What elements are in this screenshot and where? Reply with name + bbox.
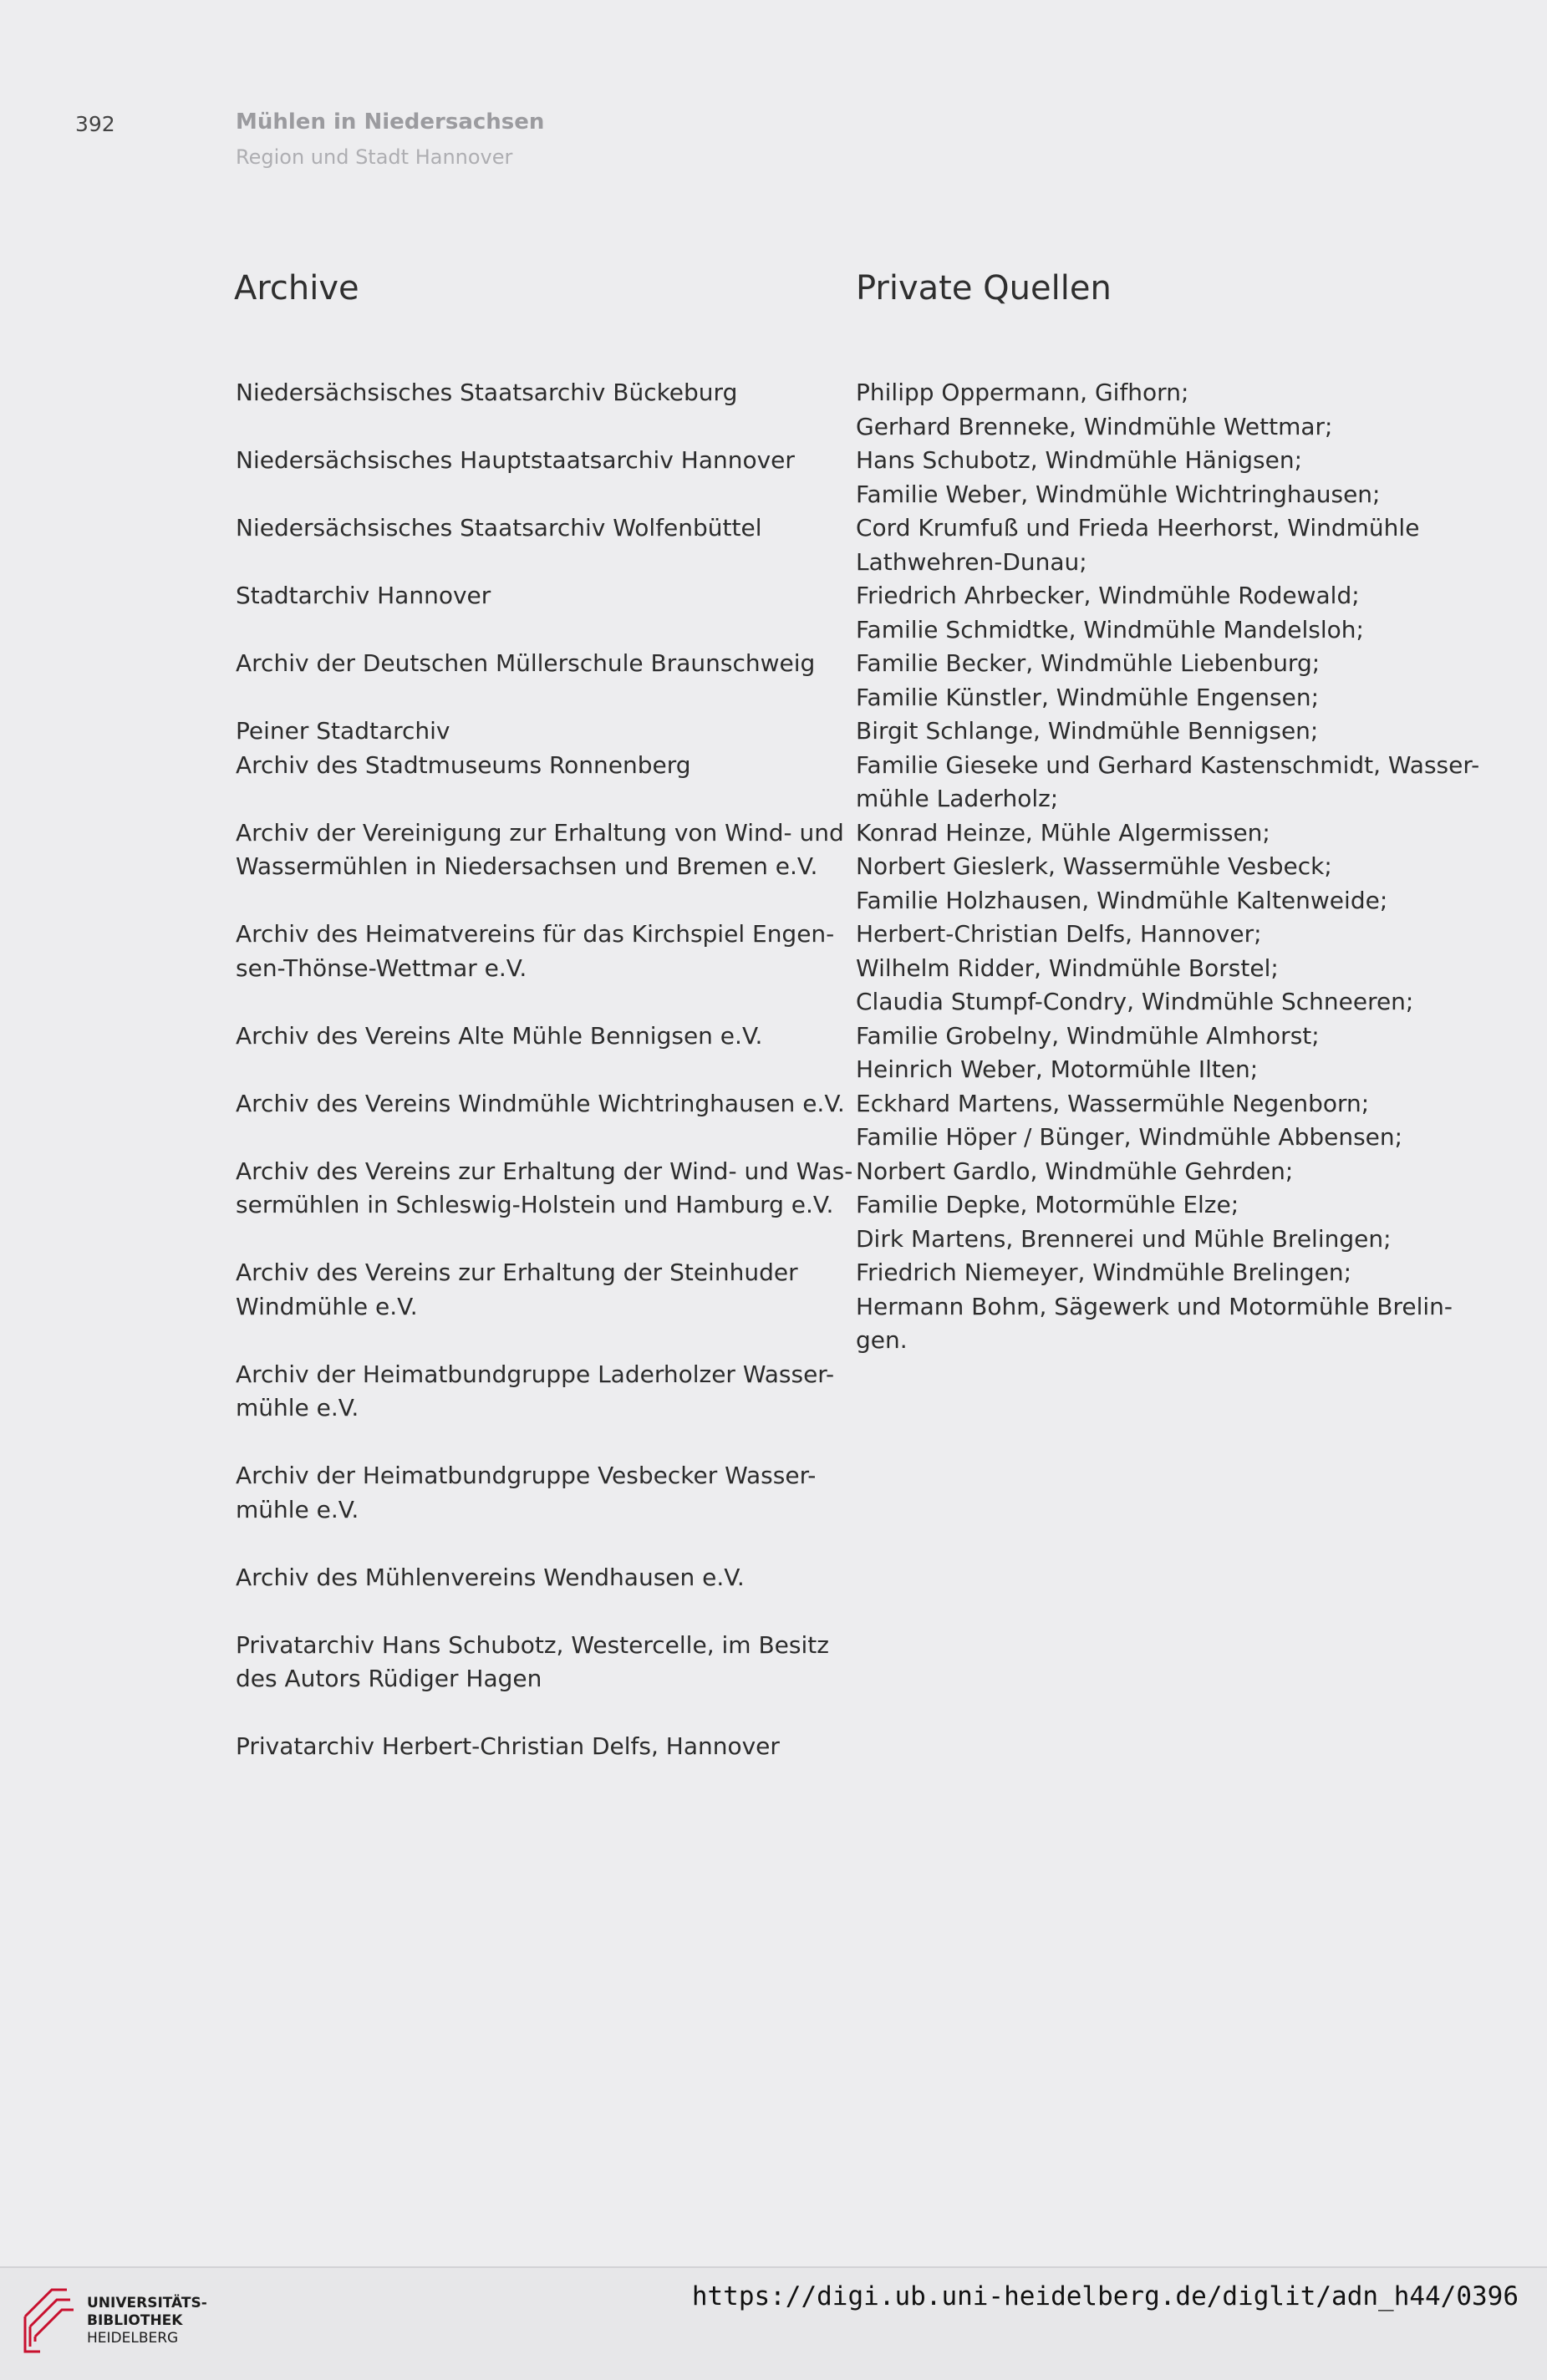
private-source-line: Hermann Bohm, Sägewerk und Motormühle Brelin- xyxy=(856,1292,1453,1320)
running-subtitle: Region und Stadt Hannover xyxy=(236,145,513,169)
archive-entry-line: sermühlen in Schleswig-Holstein und Hamburg e.V. xyxy=(236,1191,834,1218)
archive-entry-line: mühle e.V. xyxy=(236,1495,359,1523)
archive-entry-line: Privatarchiv Hans Schubotz, Westercelle, im Besitz xyxy=(236,1630,829,1659)
private-source-line: Dirk Martens, Brennerei und Mühle Brelingen; xyxy=(856,1224,1392,1253)
archive-entry xyxy=(236,579,837,613)
logo-line-2: BIBLIOTHEK xyxy=(87,2312,183,2329)
private-source-line: Familie Holzhausen, Windmühle Kaltenweide; xyxy=(856,886,1388,914)
private-source-line: Friedrich Niemeyer, Windmühle Brelingen; xyxy=(856,1259,1352,1286)
private-source-line: Norbert Gieslerk, Wassermühle Vesbeck; xyxy=(856,852,1332,880)
private-source-line: Cord Krumfuß und Frieda Heerhorst, Windmühle xyxy=(856,514,1420,542)
archive-entry-line: Niedersächsisches Staatsarchiv Wolfenbüttel xyxy=(236,514,762,542)
private-source-line: Hans Schubotz, Windmühle Hänigsen; xyxy=(856,446,1303,474)
private-source-line: Familie Depke, Motormühle Elze; xyxy=(856,1191,1239,1218)
archive-entry xyxy=(236,749,837,783)
archive-entry-line: Wassermühlen in Niedersachsen und Bremen e.V. xyxy=(236,852,818,880)
archive-list xyxy=(236,376,853,1798)
archive-entry-line: Stadtarchiv Hannover xyxy=(236,582,491,609)
archive-entry xyxy=(236,1087,845,1121)
archive-entry-line: Archiv des Heimatvereins für das Kirchspiel Engen- xyxy=(236,920,835,948)
archive-entry-line: Archiv des Vereins zur Erhaltung der Steinhuder xyxy=(236,1259,798,1286)
private-source-line: Familie Höper / Bünger, Windmühle Abbensen; xyxy=(856,1123,1403,1151)
logo-line-1: UNIVERSITÄTS- xyxy=(87,2295,207,2311)
running-title: Mühlen in Niedersachsen xyxy=(236,109,545,135)
library-logo-icon xyxy=(18,2280,77,2360)
archive-entry-line: mühle e.V. xyxy=(236,1394,359,1421)
archive-entry xyxy=(236,1358,837,1426)
archive-entry xyxy=(236,918,837,985)
private-source-line: Familie Becker, Windmühle Liebenburg; xyxy=(856,649,1321,677)
archive-entry-line: Windmühle e.V. xyxy=(236,1292,418,1320)
archive-entry-line: Niedersächsisches Staatsarchiv Bückeburg xyxy=(236,379,738,406)
private-source-line: Lathwehren-Dunau; xyxy=(856,547,1087,576)
private-source-line: Philipp Oppermann, Gifhorn; xyxy=(856,379,1189,406)
archive-entry-line: Archiv der Vereinigung zur Erhaltung von Wind- und xyxy=(236,818,844,847)
archive-entry xyxy=(236,511,837,546)
archive-entry xyxy=(236,715,837,749)
archive-entry xyxy=(236,1020,837,1054)
archive-entry xyxy=(236,1256,837,1324)
archive-entry-line: Archiv des Vereins Alte Mühle Bennigsen e.V. xyxy=(236,1021,763,1050)
archive-entry-line: Archiv der Deutschen Müllerschule Braunschweig xyxy=(236,649,816,677)
private-source-line: Familie Künstler, Windmühle Engensen; xyxy=(856,683,1319,711)
private-source-line: Friedrich Ahrbecker, Windmühle Rodewald; xyxy=(856,582,1360,609)
logo-line-3: HEIDELBERG xyxy=(87,2330,179,2347)
archive-entry-line: des Autors Rüdiger Hagen xyxy=(236,1665,542,1692)
private-source-line: Birgit Schlange, Windmühle Bennigsen; xyxy=(856,717,1319,745)
archive-entry-line: Niedersächsisches Hauptstaatsarchiv Hannover xyxy=(236,446,795,474)
archive-entry-line: Archiv des Vereins Windmühle Wichtringhausen e.V. xyxy=(236,1089,845,1117)
private-source-line: Gerhard Brenneke, Windmühle Wettmar; xyxy=(856,412,1333,440)
archive-entry xyxy=(236,444,837,478)
archive-entry-line: Archiv des Mühlenvereins Wendhausen e.V. xyxy=(236,1563,745,1591)
archive-entry xyxy=(236,1459,837,1527)
archive-entry-line: Archiv des Stadtmuseums Ronnenberg xyxy=(236,750,691,779)
private-source-line: Konrad Heinze, Mühle Algermissen; xyxy=(856,818,1270,847)
archive-entry xyxy=(236,376,837,410)
private-source-line: Eckhard Martens, Wassermühle Negenborn; xyxy=(856,1089,1370,1117)
archive-entry xyxy=(236,1561,837,1595)
archive-entry-line: Archiv des Vereins zur Erhaltung der Wind- und Was- xyxy=(236,1157,853,1185)
archive-entry-line: Privatarchiv Herbert-Christian Delfs, Hannover xyxy=(236,1732,780,1760)
archive-entry xyxy=(236,1629,837,1696)
archive-entry-line: Archiv der Heimatbundgruppe Laderholzer Wasser- xyxy=(236,1360,835,1388)
archive-entry-line: Peiner Stadtarchiv xyxy=(236,717,450,745)
private-source-line: mühle Laderholz; xyxy=(856,785,1059,812)
private-sources-list xyxy=(856,376,1480,1358)
archive-entry xyxy=(236,1730,837,1764)
archive-entry xyxy=(236,647,837,681)
private-source-line: Familie Grobelny, Windmühle Almhorst; xyxy=(856,1021,1320,1050)
private-source-line: gen. xyxy=(856,1326,908,1354)
archive-entry-line: Archiv der Heimatbundgruppe Vesbecker Wasser- xyxy=(236,1462,817,1489)
private-sources-heading: Private Quellen xyxy=(856,269,1112,308)
private-source-line: Familie Weber, Windmühle Wichtringhausen; xyxy=(856,480,1381,508)
private-source-line: Familie Schmidtke, Windmühle Mandelsloh; xyxy=(856,615,1364,643)
private-source-line: Heinrich Weber, Motormühle Ilten; xyxy=(856,1055,1259,1083)
private-source-line: Wilhelm Ridder, Windmühle Borstel; xyxy=(856,954,1279,982)
private-source-line: Herbert-Christian Delfs, Hannover; xyxy=(856,920,1262,948)
archive-entry-line: sen-Thönse-Wettmar e.V. xyxy=(236,954,527,982)
page-number: 392 xyxy=(75,112,115,136)
source-url[interactable]: https://digi.ub.uni-heidelberg.de/diglit/adn_h44/0396 xyxy=(691,2281,1519,2311)
private-source-line: Norbert Gardlo, Windmühle Gehrden; xyxy=(856,1157,1294,1185)
archive-entry xyxy=(236,1155,853,1223)
archive-heading: Archive xyxy=(234,269,359,308)
archive-entry xyxy=(236,816,844,884)
library-logo-text xyxy=(87,2295,207,2347)
private-source-line: Claudia Stumpf-Condry, Windmühle Schneeren; xyxy=(856,988,1414,1015)
private-source-line: Familie Gieseke und Gerhard Kastenschmidt, Wasser- xyxy=(856,750,1480,779)
